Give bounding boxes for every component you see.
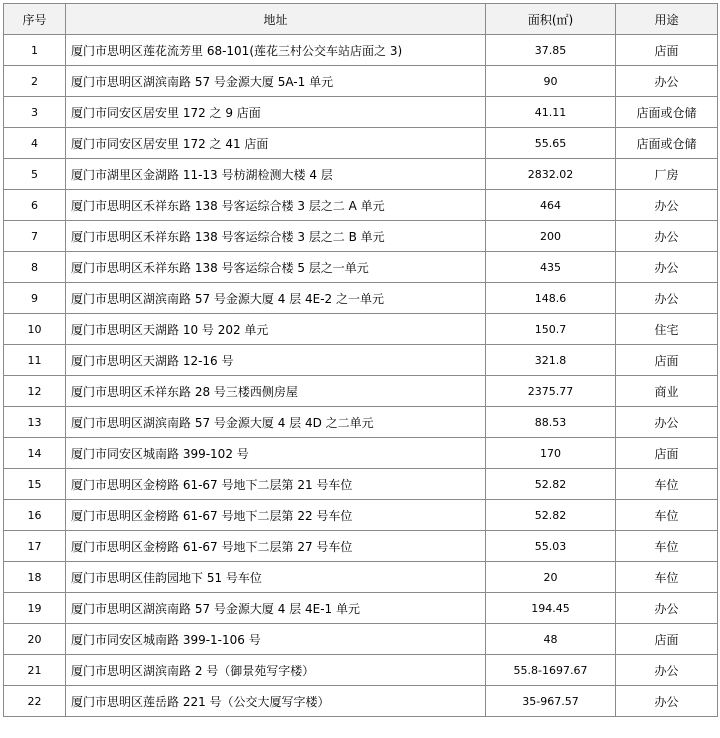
row-address: 厦门市思明区禾祥东路 138 号客运综合楼 3 层之二 A 单元 <box>66 190 486 221</box>
row-usage: 办公 <box>616 190 718 221</box>
row-address: 厦门市同安区居安里 172 之 9 店面 <box>66 97 486 128</box>
header-row <box>4 4 718 35</box>
row-address: 厦门市思明区湖滨南路 57 号金源大厦 4 层 4D 之二单元 <box>66 407 486 438</box>
table-row <box>4 345 718 376</box>
row-area: 150.7 <box>486 314 616 345</box>
table-row <box>4 376 718 407</box>
table-row <box>4 190 718 221</box>
table-row <box>4 252 718 283</box>
row-area: 88.53 <box>486 407 616 438</box>
row-area: 464 <box>486 190 616 221</box>
row-index: 22 <box>4 686 66 717</box>
row-address: 厦门市湖里区金湖路 11-13 号枋湖检测大楼 4 层 <box>66 159 486 190</box>
row-address: 厦门市思明区莲岳路 221 号（公交大厦写字楼） <box>66 686 486 717</box>
row-area: 35-967.57 <box>486 686 616 717</box>
table-row <box>4 159 718 190</box>
row-address: 厦门市思明区湖滨南路 57 号金源大厦 5A-1 单元 <box>66 66 486 97</box>
row-address: 厦门市思明区金榜路 61-67 号地下二层第 27 号车位 <box>66 531 486 562</box>
table-row <box>4 35 718 66</box>
row-usage: 办公 <box>616 407 718 438</box>
row-area: 55.03 <box>486 531 616 562</box>
row-usage: 办公 <box>616 655 718 686</box>
row-usage: 车位 <box>616 531 718 562</box>
row-index: 3 <box>4 97 66 128</box>
table-row <box>4 500 718 531</box>
row-index: 20 <box>4 624 66 655</box>
row-area: 37.85 <box>486 35 616 66</box>
row-index: 9 <box>4 283 66 314</box>
row-usage: 办公 <box>616 66 718 97</box>
table-row <box>4 624 718 655</box>
row-area: 321.8 <box>486 345 616 376</box>
row-index: 2 <box>4 66 66 97</box>
row-usage: 店面或仓储 <box>616 128 718 159</box>
row-index: 13 <box>4 407 66 438</box>
row-index: 5 <box>4 159 66 190</box>
header-address: 地址 <box>66 4 486 35</box>
table-row <box>4 562 718 593</box>
row-address: 厦门市同安区城南路 399-102 号 <box>66 438 486 469</box>
row-usage: 办公 <box>616 283 718 314</box>
table-row <box>4 283 718 314</box>
table-row <box>4 128 718 159</box>
row-index: 21 <box>4 655 66 686</box>
table-row <box>4 314 718 345</box>
header-usage: 用途 <box>616 4 718 35</box>
row-area: 200 <box>486 221 616 252</box>
row-area: 170 <box>486 438 616 469</box>
row-area: 2832.02 <box>486 159 616 190</box>
row-index: 6 <box>4 190 66 221</box>
table-row <box>4 593 718 624</box>
row-usage: 车位 <box>616 562 718 593</box>
row-address: 厦门市思明区湖滨南路 57 号金源大厦 4 层 4E-1 单元 <box>66 593 486 624</box>
row-area: 52.82 <box>486 500 616 531</box>
row-area: 435 <box>486 252 616 283</box>
row-address: 厦门市思明区金榜路 61-67 号地下二层第 21 号车位 <box>66 469 486 500</box>
row-index: 4 <box>4 128 66 159</box>
row-address: 厦门市同安区居安里 172 之 41 店面 <box>66 128 486 159</box>
row-area: 20 <box>486 562 616 593</box>
row-index: 17 <box>4 531 66 562</box>
row-index: 16 <box>4 500 66 531</box>
row-usage: 办公 <box>616 221 718 252</box>
row-usage: 厂房 <box>616 159 718 190</box>
row-address: 厦门市思明区禾祥东路 138 号客运综合楼 3 层之二 B 单元 <box>66 221 486 252</box>
row-address: 厦门市思明区金榜路 61-67 号地下二层第 22 号车位 <box>66 500 486 531</box>
row-index: 7 <box>4 221 66 252</box>
row-address: 厦门市思明区湖滨南路 2 号（御景苑写字楼） <box>66 655 486 686</box>
row-usage: 店面 <box>616 35 718 66</box>
row-address: 厦门市思明区湖滨南路 57 号金源大厦 4 层 4E-2 之一单元 <box>66 283 486 314</box>
row-index: 8 <box>4 252 66 283</box>
row-address: 厦门市思明区佳韵园地下 51 号车位 <box>66 562 486 593</box>
table-row <box>4 438 718 469</box>
row-index: 12 <box>4 376 66 407</box>
row-address: 厦门市同安区城南路 399-1-106 号 <box>66 624 486 655</box>
header-index: 序号 <box>4 4 66 35</box>
row-index: 1 <box>4 35 66 66</box>
table-row <box>4 221 718 252</box>
table-row <box>4 469 718 500</box>
row-area: 55.65 <box>486 128 616 159</box>
table-row <box>4 686 718 717</box>
row-usage: 店面 <box>616 624 718 655</box>
row-area: 148.6 <box>486 283 616 314</box>
row-area: 52.82 <box>486 469 616 500</box>
row-area: 90 <box>486 66 616 97</box>
row-usage: 店面 <box>616 438 718 469</box>
row-usage: 车位 <box>616 469 718 500</box>
table-row <box>4 97 718 128</box>
row-address: 厦门市思明区天湖路 12-16 号 <box>66 345 486 376</box>
row-usage: 办公 <box>616 593 718 624</box>
table-body <box>4 35 718 717</box>
property-table <box>3 3 718 717</box>
row-index: 19 <box>4 593 66 624</box>
row-area: 41.11 <box>486 97 616 128</box>
row-index: 10 <box>4 314 66 345</box>
row-usage: 办公 <box>616 252 718 283</box>
table-row <box>4 407 718 438</box>
row-address: 厦门市思明区莲花流芳里 68-101(莲花三村公交车站店面之 3) <box>66 35 486 66</box>
row-index: 11 <box>4 345 66 376</box>
row-area: 194.45 <box>486 593 616 624</box>
row-index: 18 <box>4 562 66 593</box>
row-address: 厦门市思明区禾祥东路 28 号三楼西侧房屋 <box>66 376 486 407</box>
row-usage: 商业 <box>616 376 718 407</box>
row-index: 14 <box>4 438 66 469</box>
row-usage: 店面 <box>616 345 718 376</box>
header-area: 面积(㎡) <box>486 4 616 35</box>
row-area: 48 <box>486 624 616 655</box>
table-row <box>4 531 718 562</box>
row-area: 2375.77 <box>486 376 616 407</box>
row-usage: 车位 <box>616 500 718 531</box>
row-usage: 住宅 <box>616 314 718 345</box>
row-usage: 店面或仓储 <box>616 97 718 128</box>
row-usage: 办公 <box>616 686 718 717</box>
row-address: 厦门市思明区天湖路 10 号 202 单元 <box>66 314 486 345</box>
row-index: 15 <box>4 469 66 500</box>
row-area: 55.8-1697.67 <box>486 655 616 686</box>
row-address: 厦门市思明区禾祥东路 138 号客运综合楼 5 层之一单元 <box>66 252 486 283</box>
table-row <box>4 66 718 97</box>
table-row <box>4 655 718 686</box>
